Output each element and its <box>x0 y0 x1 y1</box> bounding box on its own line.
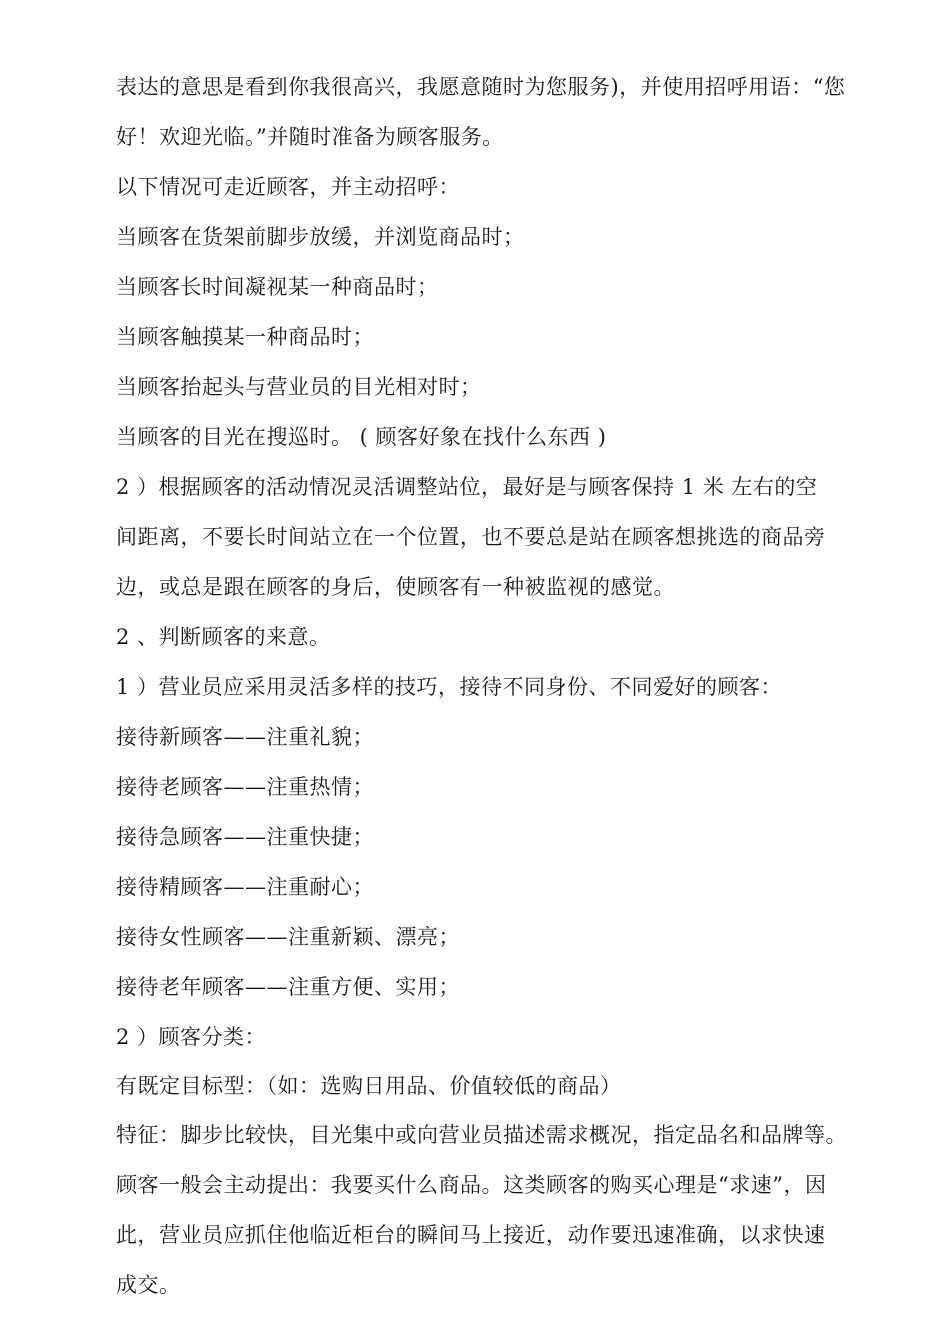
text-line: 接待老顾客——注重热情； <box>116 775 374 799</box>
text-line: 好！欢迎光临。”并随时准备为顾客服务。 <box>116 125 504 149</box>
text-line: 当顾客抬起头与营业员的目光相对时； <box>116 375 482 399</box>
text-line: 2 、判断顾客的来意。 <box>116 625 331 649</box>
text-line: 当顾客的目光在搜巡时。 ( 顾客好象在找什么东西 ) <box>116 425 607 449</box>
text-line: 接待老年顾客——注重方便、实用； <box>116 975 460 999</box>
text-line: 2 ）根据顾客的活动情况灵活调整站位，最好是与顾客保持 1 米 左右的空 <box>116 475 818 499</box>
text-line: 边，或总是跟在顾客的身后，使顾客有一种被监视的感觉。 <box>116 575 675 599</box>
text-line: 成交。 <box>116 1273 181 1297</box>
text-line: 间距离，不要长时间站立在一个位置，也不要总是站在顾客想挑选的商品旁 <box>116 525 826 549</box>
document-body <box>116 62 876 1310</box>
text-line: 接待急顾客——注重快捷； <box>116 825 374 849</box>
text-line: 接待女性顾客——注重新颖、漂亮； <box>116 925 460 949</box>
text-line: 当顾客长时间凝视某一种商品时； <box>116 275 439 299</box>
text-line: 以下情况可走近顾客，并主动招呼： <box>116 175 460 199</box>
text-line: 特征：脚步比较快，目光集中或向营业员描述需求概况，指定品名和品牌等。 <box>116 1123 847 1147</box>
text-line: 1 ）营业员应采用灵活多样的技巧，接待不同身份、不同爱好的顾客： <box>116 675 783 699</box>
text-line: 当顾客在货架前脚步放缓，并浏览商品时； <box>116 225 525 249</box>
text-line: 接待新顾客——注重礼貌； <box>116 725 374 749</box>
text-line: 接待精顾客——注重耐心； <box>116 875 374 899</box>
text-line: 当顾客触摸某一种商品时； <box>116 325 374 349</box>
text-line: 此，营业员应抓住他临近柜台的瞬间马上接近，动作要迅速准确，以求快速 <box>116 1223 826 1247</box>
text-line: 2 ）顾客分类： <box>116 1025 267 1049</box>
text-line: 表达的意思是看到你我很高兴，我愿意随时为您服务)，并使用招呼用语：“您 <box>116 75 846 99</box>
text-line: 有既定目标型：（如：选购日用品、价值较低的商品） <box>116 1074 622 1098</box>
text-line: 顾客一般会主动提出：我要买什么商品。这类顾客的购买心理是“求速”，因 <box>116 1173 827 1197</box>
